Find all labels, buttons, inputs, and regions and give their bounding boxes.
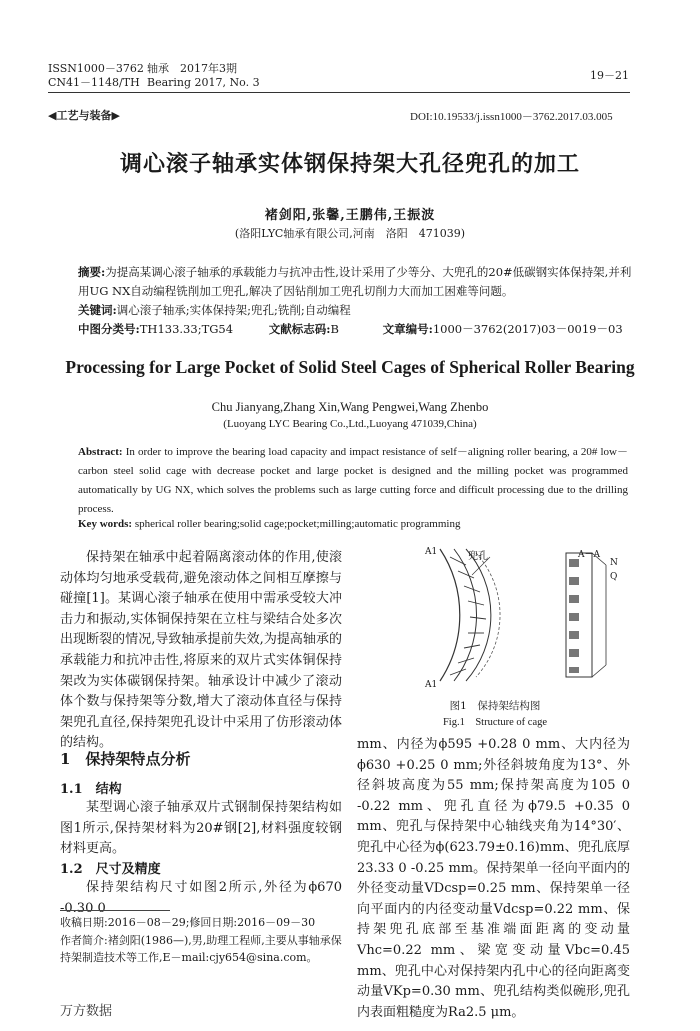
keywords-cn-label: 关键词: (78, 303, 117, 317)
figure-caption-en: Fig.1 Structure of cage (442, 717, 548, 728)
section-1-2-heading: 1.2 尺寸及精度 (60, 862, 161, 877)
abstract-cn (78, 263, 638, 339)
abstract-en-text: In order to improve the bearing load capacity and impact resistance of self－aligning roller bearing, a 20# low－carbon steel solid cage with decrease pocket and large pocket is designed and the milling pocket was programmed automatically by UG NX, which solves the problems such as large cutting force and difficult processing due to the drilling process. (78, 446, 628, 515)
clc-value: TH133.33;TG54 (139, 322, 234, 336)
figure-caption-cn: 图1 保持架结构图 (449, 700, 541, 712)
section-tag: ◀工艺与装备▶ (48, 109, 120, 122)
footnote-author: 作者简介:褚剑阳(1986—),男,助理工程师,主要从事轴承保持架制造技术等工作,E－mail:cjy654@sina.com。 (60, 934, 342, 964)
header-rule (48, 92, 630, 93)
keywords-en-label: Key words: (78, 518, 133, 530)
authors-en: Chu Jianyang,Zhang Xin,Wang Pengwei,Wang Zhenbo (211, 400, 489, 414)
section-1-heading: 1 保持架特点分析 (60, 750, 191, 768)
keywords-en: spherical roller bearing;solid cage;pocket;milling;automatic programming (134, 518, 461, 530)
abstract-en-label: Abstract: (78, 446, 123, 458)
doi: DOI:10.19533/j.issn1000－3762.2017.03.005 (410, 111, 613, 123)
abstract-cn-text: 为提高某调心滚子轴承的承载能力与抗冲击性,设计采用了少等分、大兜孔的20#低碳钢实体保持架,并利用UG NX自动编程铣削加工兜孔,解决了因钻削加工兜孔切削力大而加工困难等问题。 (78, 265, 632, 298)
figure-label-q: Q (610, 572, 618, 582)
section-1-2-paragraph: 保持架结构尺寸如图2所示,外径为ϕ670 -0.30 0 (60, 880, 342, 916)
figure-1 (420, 545, 620, 685)
footnote-rule (60, 910, 170, 911)
journal-en: Bearing 2017, No. 3 (147, 76, 260, 89)
page-range: 19－21 (590, 69, 629, 82)
doc-code-label: 文献标志码: (268, 322, 331, 336)
intro-paragraph: 保持架在轴承中起着隔离滚动体的作用,使滚动体均匀地承受载荷,避免滚动体之间相互摩擦与碰撞[1]。某调心滚子轴承在使用中需承受较大冲击力和振动,实体铜保持架在立柱与梁结合处多次出现断裂的情况,导致轴承提前失效,为提高轴承的承载能力和抗冲击性,将原来的双片式实体铜保持架改为实体碳钢保持架。轴承设计中减少了滚动体个数与保持架等分数,增大了滚动体直径与保持架兜孔直径,保持架兜孔设计中采用了仿形滚动体的结构。 (60, 550, 342, 751)
title-cn: 调心滚子轴承实体钢保持架大孔径兜孔的加工 (119, 151, 580, 177)
cn-code: CN41－1148/TH (48, 76, 140, 89)
figure-label-aa: A－A (578, 550, 600, 560)
figure-label-a1: A1 (425, 547, 438, 557)
footnote-received: 收稿日期:2016－08－29;修回日期:2016－09－30 (60, 916, 316, 929)
section-1-1-heading: 1.1 结构 (60, 782, 122, 797)
abstract-cn-label: 摘要: (78, 265, 106, 279)
cage-structure-drawing (420, 545, 620, 685)
section-1-2-continued: mm、内径为ϕ595 +0.28 0 mm、大内径为ϕ630 +0.25 0 mm;外径斜坡角度为13°、外径斜坡高度为55 mm;保持架高度为105 0 -0.22 mm、兜孔直径为ϕ79.5 +0.35 0 mm、兜孔与保持架中心轴线夹角为14°30′、兜孔中心径为ϕ(623.79±0.16)mm、兜孔底厚23.33 0 -0.25 mm。保持架单一径向平面内的外径变动量VDcsp=0.25 mm、保持架单一径向平面内的内径变动量Vdcsp=0.22 mm、保持架兜孔底部至基准端面距离的变动量Vhc=0.22 mm、梁宽变动量Vbc=0.45 mm、兜孔中心对保持架内孔中心的径向距离变动量VKp=0.30 mm、兜孔结构类似碗形,兜孔内表面粗糙度为Ra2.5 μm。 (357, 737, 630, 1020)
figure-label-n: N (610, 558, 618, 568)
title-en: Processing for Large Pocket of Solid Steel Cages of Spherical Roller Bearing (65, 357, 635, 377)
affiliation-cn: (洛阳LYC轴承有限公司,河南 洛阳 471039) (234, 227, 466, 240)
clc-label: 中图分类号: (78, 322, 140, 336)
figure-label-a1-bottom: A1 (425, 680, 438, 690)
doc-code-value: B (330, 322, 339, 336)
keywords-en-line (78, 515, 628, 534)
watermark: 万方数据 (60, 1004, 113, 1019)
abstract-en (78, 443, 628, 519)
authors-cn: 褚剑阳,张馨,王鹏伟,王振波 (264, 208, 436, 223)
article-no-label: 文章编号: (382, 322, 433, 336)
journal-cn-year: 轴承 2017年3期 (147, 62, 237, 75)
issn: ISSN1000－3762 (48, 62, 144, 75)
article-no-value: 1000－3762(2017)03－0019－03 (432, 322, 623, 336)
affiliation-en: (Luoyang LYC Bearing Co.,Ltd.,Luoyang 471039,China) (223, 418, 477, 430)
keywords-cn: 调心滚子轴承;实体保持架;兜孔;铣削;自动编程 (116, 303, 351, 317)
figure-label-pocket: 兜孔 (468, 551, 488, 562)
section-1-1-paragraph: 某型调心滚子轴承双片式钢制保持架结构如图1所示,保持架材料为20#钢[2],材料强度较钢材料更高。 (60, 800, 342, 857)
